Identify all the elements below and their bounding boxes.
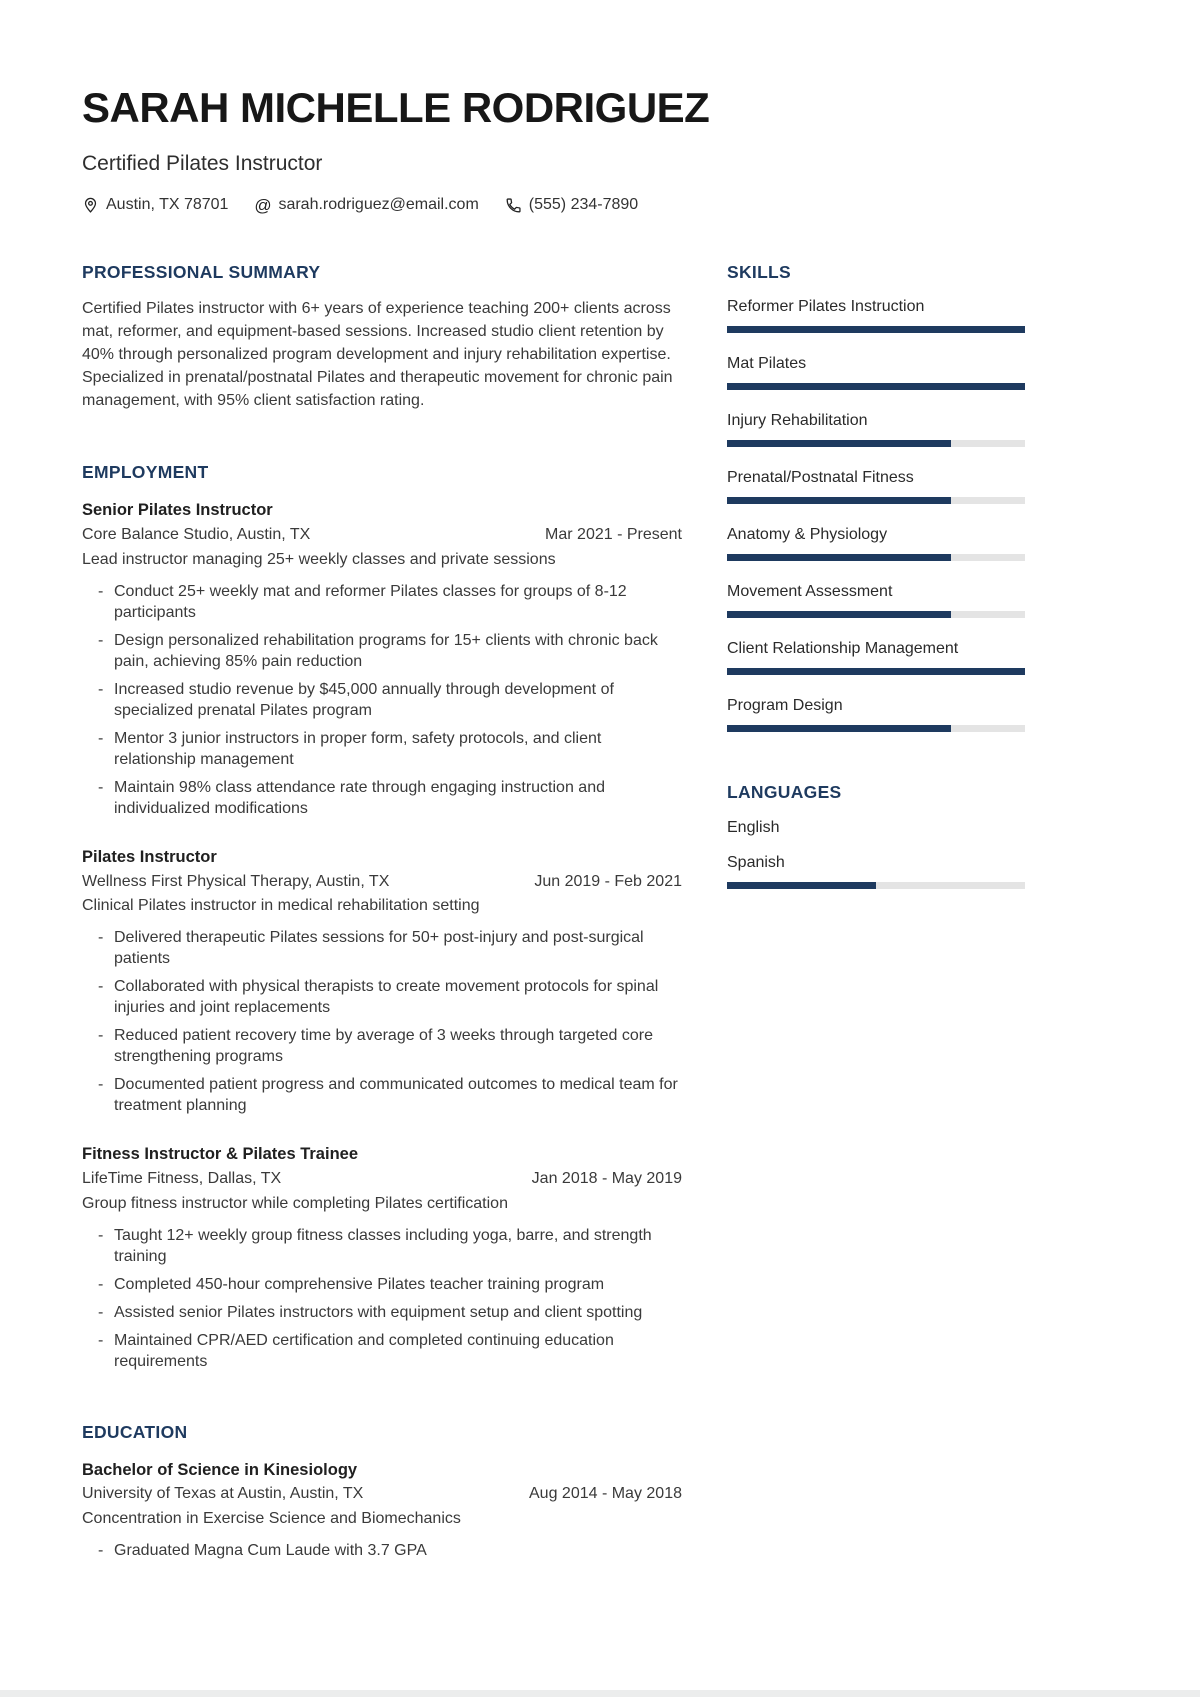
skill-bar-fill bbox=[727, 725, 951, 732]
bullet-marker: - bbox=[98, 680, 104, 698]
skill-bar-fill bbox=[727, 554, 951, 561]
bullet-marker: - bbox=[98, 1331, 104, 1349]
resume-body bbox=[82, 262, 1200, 1568]
skill-label: English bbox=[727, 819, 780, 837]
bullet-marker: - bbox=[98, 1027, 104, 1045]
bullet-text: Increased studio revenue by $45,000 annually through development of specialized prenatal Pilates program bbox=[114, 680, 614, 719]
school-name: University of Texas at Austin, Austin, TX bbox=[82, 1485, 364, 1503]
job-description: Clinical Pilates instructor in medical rehabilitation setting bbox=[82, 897, 480, 915]
skill-item bbox=[727, 818, 1025, 837]
employment-section bbox=[82, 462, 682, 1371]
candidate-title: Certified Pilates Instructor bbox=[82, 152, 323, 176]
skill-label: Program Design bbox=[727, 697, 843, 715]
bullet-item bbox=[98, 1025, 682, 1067]
skill-item bbox=[727, 355, 1025, 390]
bullet-text: Reduced patient recovery time by average of 3 weeks through targeted core strengthening programs bbox=[114, 1027, 653, 1066]
bullet-item bbox=[98, 1330, 682, 1372]
bullet-item bbox=[98, 679, 682, 721]
education-description: Concentration in Exercise Science and Biomechanics bbox=[82, 1510, 461, 1528]
skill-item bbox=[727, 412, 1025, 447]
job-company: Core Balance Studio, Austin, TX bbox=[82, 526, 311, 544]
bullet-marker: - bbox=[98, 1275, 104, 1293]
bullet-item bbox=[98, 976, 682, 1018]
bullet-item bbox=[98, 1540, 682, 1561]
summary-heading: PROFESSIONAL SUMMARY bbox=[82, 262, 321, 283]
bullet-text: Graduated Magna Cum Laude with 3.7 GPA bbox=[114, 1541, 427, 1559]
summary-section bbox=[82, 262, 682, 412]
job-dates: Jun 2019 - Feb 2021 bbox=[534, 872, 682, 890]
skill-bar bbox=[727, 611, 1025, 618]
bullet-text: Taught 12+ weekly group fitness classes including yoga, barre, and strength training bbox=[114, 1226, 652, 1265]
at-sign-icon: @ bbox=[254, 195, 272, 215]
skill-bar bbox=[727, 668, 1025, 675]
job-bullets bbox=[82, 1225, 682, 1372]
skill-label: Movement Assessment bbox=[727, 583, 893, 601]
skill-label: Prenatal/Postnatal Fitness bbox=[727, 469, 914, 487]
bullet-marker: - bbox=[98, 729, 104, 747]
bullet-text: Design personalized rehabilitation programs for 15+ clients with chronic back pain, achieving 85% pain reduction bbox=[114, 631, 658, 670]
skill-item bbox=[727, 640, 1025, 675]
skill-label: Injury Rehabilitation bbox=[727, 412, 868, 430]
location-pin-icon bbox=[82, 197, 99, 214]
job-company: Wellness First Physical Therapy, Austin, TX bbox=[82, 872, 390, 890]
skills-heading: SKILLS bbox=[727, 262, 792, 283]
bullet-marker: - bbox=[98, 978, 104, 996]
bullet-item bbox=[98, 581, 682, 623]
skill-label: Mat Pilates bbox=[727, 355, 807, 373]
skill-bar-fill bbox=[727, 497, 951, 504]
languages-section bbox=[727, 782, 1025, 889]
skill-bar bbox=[727, 497, 1025, 504]
education-entry bbox=[82, 1458, 682, 1561]
page-bottom-edge bbox=[0, 1690, 1200, 1697]
contact-email bbox=[254, 196, 478, 214]
skill-item bbox=[727, 697, 1025, 732]
job-title: Senior Pilates Instructor bbox=[82, 501, 273, 520]
bullet-text: Conduct 25+ weekly mat and reformer Pilates classes for groups of 8-12 participants bbox=[114, 582, 627, 621]
skill-item bbox=[727, 526, 1025, 561]
job-entry bbox=[82, 845, 682, 1116]
bullet-item bbox=[98, 728, 682, 770]
bullet-marker: - bbox=[98, 1303, 104, 1321]
job-dates: Jan 2018 - May 2019 bbox=[531, 1169, 682, 1187]
skill-item bbox=[727, 583, 1025, 618]
contact-email-text: sarah.rodriguez@email.com bbox=[278, 196, 479, 214]
bullet-text: Collaborated with physical therapists to create movement protocols for spinal injuries and joint replacements bbox=[114, 978, 659, 1017]
contact-row bbox=[82, 196, 1200, 214]
job-bullets bbox=[82, 581, 682, 819]
job-description: Group fitness instructor while completing Pilates certification bbox=[82, 1194, 508, 1212]
bullet-item bbox=[98, 1274, 682, 1295]
contact-location bbox=[82, 196, 228, 214]
bullet-text: Delivered therapeutic Pilates sessions for 50+ post-injury and post-surgical patients bbox=[114, 929, 644, 968]
candidate-name: SARAH MICHELLE RODRIGUEZ bbox=[82, 84, 710, 131]
summary-text: Certified Pilates instructor with 6+ years of experience teaching 200+ clients across mat, reformer, and equipment-based sessions. Increased studio client retention by 40% through personalized program development and injury rehabilitation expertise. Specialized in prenatal/postnatal Pilates and therapeutic movement for chronic pain management, with 95% client satisfaction rating. bbox=[82, 300, 673, 409]
employment-heading: EMPLOYMENT bbox=[82, 462, 209, 483]
contact-phone bbox=[505, 196, 638, 214]
bullet-item bbox=[98, 1074, 682, 1116]
education-dates: Aug 2014 - May 2018 bbox=[529, 1485, 682, 1503]
jobs-list bbox=[82, 498, 682, 1371]
contact-location-text: Austin, TX 78701 bbox=[106, 196, 229, 214]
bullet-text: Maintained CPR/AED certification and completed continuing education requirements bbox=[114, 1331, 614, 1370]
bullet-marker: - bbox=[98, 582, 104, 600]
skill-bar bbox=[727, 326, 1025, 333]
job-title: Fitness Instructor & Pilates Trainee bbox=[82, 1145, 359, 1164]
job-dates: Mar 2021 - Present bbox=[545, 526, 682, 544]
skill-label: Anatomy & Physiology bbox=[727, 526, 888, 544]
skill-bar bbox=[727, 882, 1025, 889]
skills-list bbox=[727, 298, 1025, 732]
skills-section bbox=[727, 262, 1025, 732]
skill-bar-fill bbox=[727, 882, 876, 889]
bullet-marker: - bbox=[98, 778, 104, 796]
skill-bar-fill bbox=[727, 611, 951, 618]
bullet-item bbox=[98, 1302, 682, 1323]
bullet-text: Completed 450-hour comprehensive Pilates teacher training program bbox=[114, 1275, 605, 1293]
skill-bar-fill bbox=[727, 668, 1025, 675]
skill-bar bbox=[727, 554, 1025, 561]
bullet-item bbox=[98, 927, 682, 969]
skill-item bbox=[727, 469, 1025, 504]
contact-phone-text: (555) 234-7890 bbox=[528, 196, 639, 214]
bullet-marker: - bbox=[98, 1541, 104, 1559]
skill-bar bbox=[727, 440, 1025, 447]
job-company: LifeTime Fitness, Dallas, TX bbox=[82, 1169, 282, 1187]
left-column bbox=[82, 262, 682, 1568]
bullet-marker: - bbox=[98, 631, 104, 649]
job-description: Lead instructor managing 25+ weekly classes and private sessions bbox=[82, 551, 556, 569]
skill-item bbox=[727, 298, 1025, 333]
phone-icon bbox=[505, 197, 522, 214]
bullet-marker: - bbox=[98, 1226, 104, 1244]
job-entry bbox=[82, 1142, 682, 1371]
skill-label: Spanish bbox=[727, 854, 785, 872]
bullet-item bbox=[98, 777, 682, 819]
bullet-text: Assisted senior Pilates instructors with equipment setup and client spotting bbox=[114, 1303, 643, 1321]
skill-bar bbox=[727, 725, 1025, 732]
bullet-item bbox=[98, 1225, 682, 1267]
bullet-marker: - bbox=[98, 1076, 104, 1094]
bullet-text: Mentor 3 junior instructors in proper form, safety protocols, and client relationship management bbox=[114, 729, 602, 768]
skill-bar bbox=[727, 383, 1025, 390]
skill-label: Client Relationship Management bbox=[727, 640, 959, 658]
bullet-marker: - bbox=[98, 929, 104, 947]
skill-bar-fill bbox=[727, 440, 951, 447]
bullet-text: Documented patient progress and communicated outcomes to medical team for treatment planning bbox=[114, 1076, 678, 1115]
education-section bbox=[82, 1422, 682, 1561]
skill-bar-fill bbox=[727, 326, 1025, 333]
languages-list bbox=[727, 818, 1025, 889]
languages-heading: LANGUAGES bbox=[727, 782, 842, 803]
resume-header bbox=[82, 86, 1200, 214]
job-entry bbox=[82, 498, 682, 818]
right-column bbox=[727, 262, 1025, 1568]
education-bullets bbox=[82, 1540, 682, 1561]
skill-item bbox=[727, 853, 1025, 889]
bullet-item bbox=[98, 630, 682, 672]
job-title: Pilates Instructor bbox=[82, 847, 217, 866]
skill-label: Reformer Pilates Instruction bbox=[727, 298, 925, 316]
bullet-text: Maintain 98% class attendance rate through engaging instruction and individualized modifications bbox=[114, 778, 605, 817]
job-bullets bbox=[82, 927, 682, 1116]
degree-title: Bachelor of Science in Kinesiology bbox=[82, 1460, 358, 1479]
education-heading: EDUCATION bbox=[82, 1421, 188, 1442]
skill-bar-fill bbox=[727, 383, 1025, 390]
